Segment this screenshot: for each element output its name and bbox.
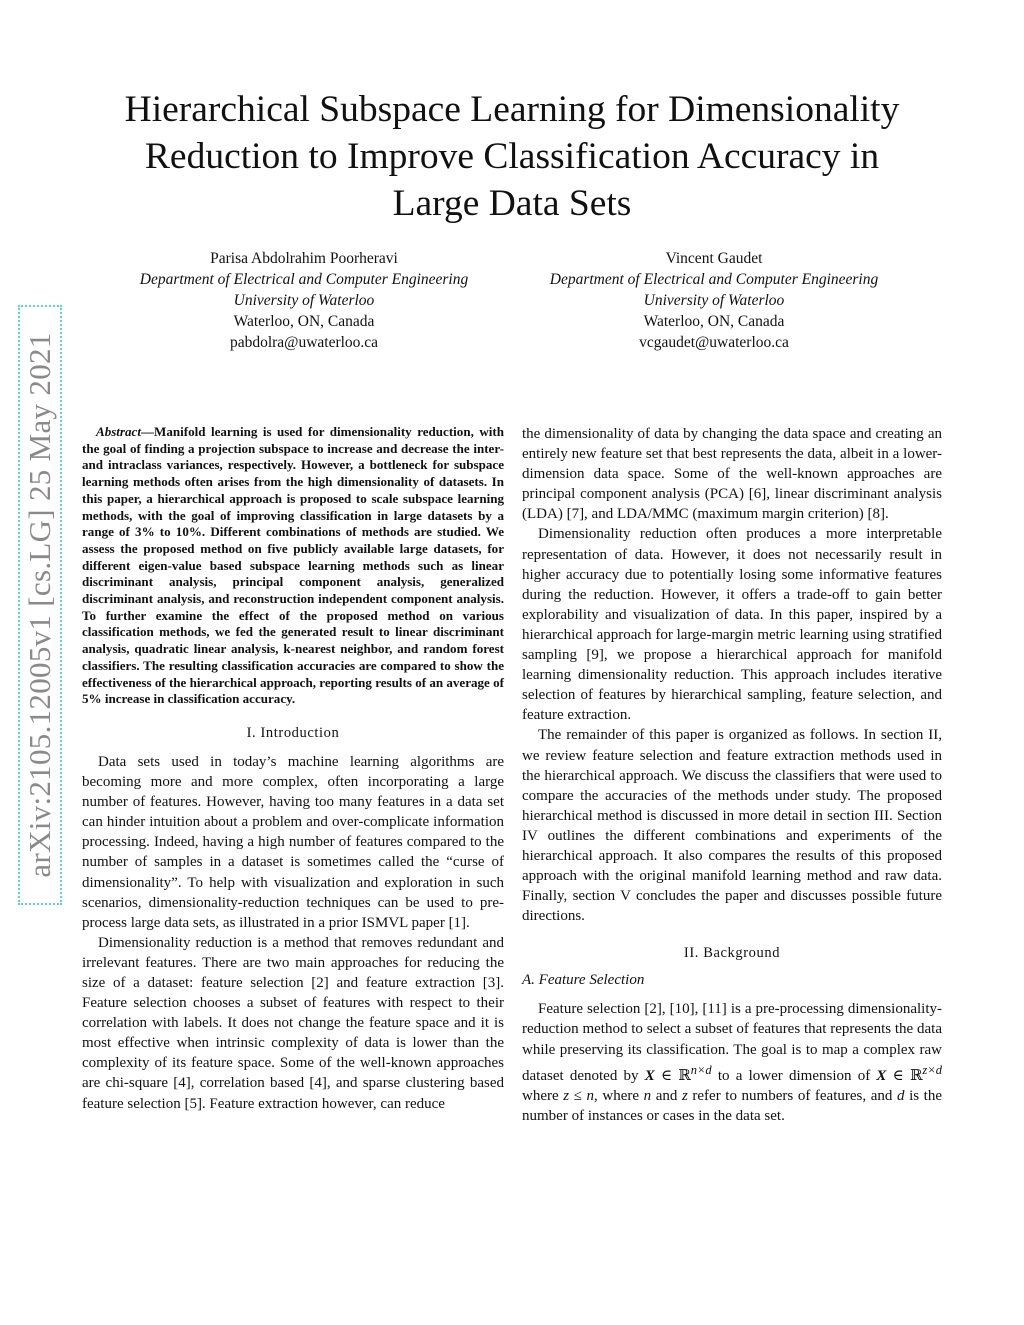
math-d: d (896, 1087, 905, 1104)
author-university: University of Waterloo (643, 292, 785, 309)
math-in-R: ∈ ℝ (654, 1067, 691, 1084)
fs-text-and: and (651, 1087, 682, 1104)
intro-paragraph-1: Data sets used in today’s machine learning algorithms are becoming more and more complex, often incorporating a large number of features. However, having too many features in a data set can hinder intuition about a problem and over-complicate information processing. Indeed, having a high number of features compared to the number of samples in a dataset is sometimes called the “curse of dimensionality”. To help with visualization and exploration in such scenarios, dimensionality-reduction techniques can be used to pre-process large data sets, as illustrated in a prior ISMVL paper [1]. (82, 753, 504, 931)
author-name: Parisa Abdolrahim Poorheravi (210, 250, 398, 267)
fs-text-where2: , where (594, 1087, 644, 1104)
math-superscript-zd: z×d (922, 1062, 942, 1077)
math-superscript-nd: n×d (690, 1062, 712, 1077)
title-line-3: Large Data Sets (392, 183, 632, 224)
fs-text-a: Feature selection [2], [10], [11] is a pre-processing dimensionality-reduction method to select a subset of features that represents the data while preserving its classification. The goal is to map a complex raw dataset denoted by (522, 1001, 942, 1084)
author-location: Waterloo, ON, Canada (233, 313, 375, 330)
math-in-R: ∈ ℝ (886, 1067, 923, 1084)
fs-text-c: refer to numbers of features, and (687, 1087, 897, 1104)
fs-text-b: to a lower dimension of (711, 1067, 877, 1084)
math-z: z (681, 1087, 688, 1104)
abstract-text: —Manifold learning is used for dimensionality reduction, with the goal of finding a projection subspace to increase and decrease the inter- and intraclass variances, respectively. However, a bottleneck for subspace learning methods often arises from the high dimensionality of datasets. In this paper, a hierarchical approach is proposed to scale subspace learning methods, with the goal of improving classification in large datasets by a range of 3% to 10%. Different combinations of methods are studied. We assess the proposed method on five publicly available large datasets, for different eigen-value based subspace learning methods such as linear discriminant analysis, principal component analysis, generalized discriminant analysis, and reconstruction independent component analysis. To further examine the effect of the proposed method on various classification methods, we fed the generated result to linear discriminant analysis, quadratic linear analysis, k-nearest neighbor, and random forest classifiers. The resulting classification accuracies are compared to show the effectiveness of the hierarchical approach, reporting results of an average of 5% increase in classification accuracy. (82, 424, 504, 707)
math-leq: ≤ (569, 1087, 587, 1104)
abstract (82, 424, 504, 708)
title-line-2: Reduction to Improve Classification Accuracy in (144, 136, 880, 177)
subsection-heading-feature-selection: A. Feature Selection (522, 972, 645, 989)
section-heading-introduction: I. Introduction (246, 724, 340, 741)
arxiv-watermark: arXiv:2105.12005v1 [cs.LG] 25 May 2021 (22, 332, 57, 878)
right-paragraph-1: the dimensionality of data by changing the data space and creating an entirely new feature set that best represents the data, albeit in a lower-dimension data space. Some of the well-known approaches are principal component analysis (PCA) [6], linear discriminant analysis (LDA) [7], and LDA/MMC (maximum margin criterion) [8]. (522, 426, 942, 523)
math-n: n (586, 1087, 595, 1104)
right-paragraph-3: The remainder of this paper is organized as follows. In section II, we review feature selection and feature extraction methods used in the hierarchical approach. We discuss the classifiers that were used to compare the accuracies of the methods under study. The proposed hierarchical method is discussed in more detail in section III. Section IV outlines the different combinations and experiments of the hierarchical approach. It also compares the results of this proposed approach with the original manifold learning method and raw data. Finally, section V concludes the paper and discusses possible future directions. (522, 727, 942, 925)
author-department: Department of Electrical and Computer Engineering (549, 271, 879, 288)
author-block-1 (104, 248, 504, 353)
right-column (522, 424, 942, 1126)
author-name: Vincent Gaudet (665, 250, 763, 267)
arxiv-watermark-frame (18, 305, 62, 905)
author-email: pabdolra@uwaterloo.ca (229, 334, 379, 351)
author-email: vcgaudet@uwaterloo.ca (639, 334, 789, 351)
abstract-label: Abstract (96, 424, 141, 439)
feature-selection-paragraph (522, 999, 942, 1126)
intro-paragraph-2: Dimensionality reduction is a method that removes redundant and irrelevant features. There are two main approaches for reducing the size of a dataset: feature selection [2] and feature extraction [3]. Feature selection chooses a subset of features with respect to their correlation with labels. It does not change the feature space and it is most effective when intrinsic complexity of data is lower than the complexity of its feature space. Some of the well-known approaches are chi-square [4], correlation based [4], and sparse clustering based feature selection [5]. Feature extraction however, can reduce (82, 934, 504, 1112)
section-heading-background: II. Background (683, 945, 781, 962)
math-n: n (643, 1087, 652, 1104)
right-paragraph-2: Dimensionality reduction often produces a more interpretable representation of data. However, it does not necessarily result in higher accuracy due to potentially losing some informative features during the reduction. However, it offers a trade-off to gain better explorability and visualization of data. In this paper, inspired by a hierarchical approach for large-margin metric learning using stratified sampling [9], we propose a hierarchical approach for manifold learning dimensionality reduction. This approach includes iterative selection of features by hierarchical sampling, feature selection, and feature extraction. (522, 526, 942, 724)
author-university: University of Waterloo (233, 292, 375, 309)
title-line-1: Hierarchical Subspace Learning for Dimensionality (124, 89, 900, 130)
paper-title (80, 86, 944, 227)
fs-text-d: is the number of instances or cases in the data set. (522, 1087, 942, 1124)
math-X: X (644, 1067, 655, 1084)
author-location: Waterloo, ON, Canada (643, 313, 785, 330)
author-block-2 (514, 248, 914, 353)
author-department: Department of Electrical and Computer Engineering (139, 271, 469, 288)
fs-text-where: where (522, 1087, 564, 1104)
math-X: X (876, 1067, 887, 1084)
left-column (82, 424, 504, 1114)
math-z: z (563, 1087, 570, 1104)
